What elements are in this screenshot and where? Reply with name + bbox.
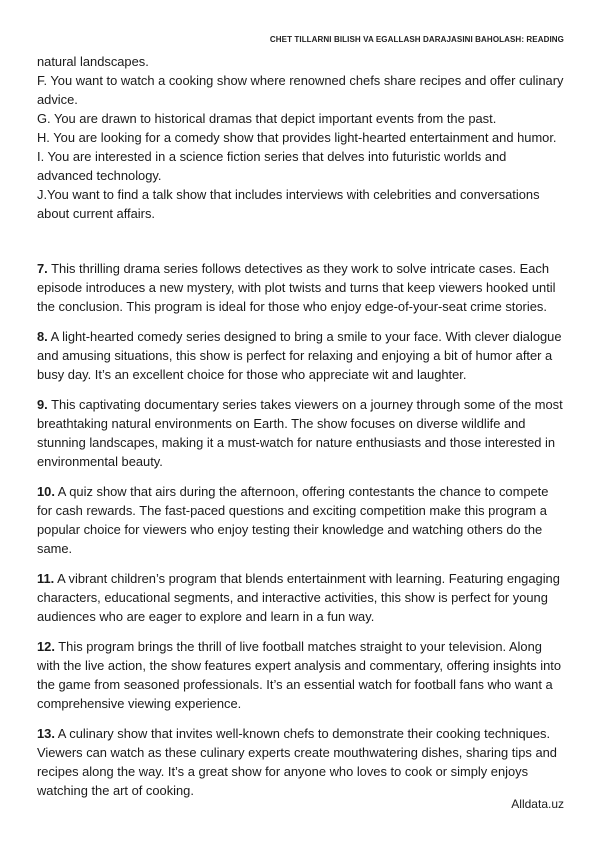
option-item: H. You are looking for a comedy show that provides light-hearted entertainment and humor. xyxy=(37,130,557,145)
question-number: 7. xyxy=(37,261,48,276)
option-item: I. You are interested in a science fiction series that delves into futuristic worlds and advanced technology. xyxy=(37,149,507,183)
question-item xyxy=(37,637,564,713)
question-item xyxy=(37,569,564,626)
options-list xyxy=(37,52,564,223)
question-number: 8. xyxy=(37,329,48,344)
question-item xyxy=(37,724,564,800)
page-content xyxy=(37,52,564,811)
question-text: A vibrant children’s program that blends entertainment with learning. Featuring engaging characters, educational segments, and interactive activities, this show is perfect for young audiences who are eager to explore and learn in a fun way. xyxy=(37,571,560,624)
question-number: 13. xyxy=(37,726,55,741)
page-footer: Alldata.uz xyxy=(511,797,564,811)
question-text: This program brings the thrill of live football matches straight to your television. Along with the live action, the show features expert analysis and commentary, offering insights into the game from seasoned professionals. It’s an essential watch for football fans who want a comprehensive viewing experience. xyxy=(37,639,562,711)
question-text: A quiz show that airs during the afternoon, offering contestants the chance to compete for cash rewards. The fast-paced questions and exciting competition make this program a popular choice for viewers who enjoy testing their knowledge and watching others do the same. xyxy=(37,484,549,556)
question-item xyxy=(37,395,564,471)
question-text: This captivating documentary series takes viewers on a journey through some of the most breathtaking natural environments on Earth. The show focuses on diverse wildlife and stunning landscapes, making it a must-watch for nature enthusiasts and those interested in environmental beauty. xyxy=(37,397,563,469)
option-item: J.You want to find a talk show that includes interviews with celebrities and conversations about current affairs. xyxy=(37,187,540,221)
question-text: A light-hearted comedy series designed to bring a smile to your face. With clever dialogue and amusing situations, this show is perfect for relaxing and enjoying a bit of humor after a busy day. It’s an excellent choice for those who appreciate wit and laughter. xyxy=(37,329,562,382)
questions-list xyxy=(37,259,564,800)
question-text: This thrilling drama series follows detectives as they work to solve intricate cases. Each episode introduces a new mystery, with plot twists and turns that keep viewers hooked until the conclusion. This program is ideal for those who enjoy edge-of-your-seat crime stories. xyxy=(37,261,556,314)
question-item xyxy=(37,327,564,384)
question-number: 12. xyxy=(37,639,55,654)
question-item xyxy=(37,259,564,316)
question-item xyxy=(37,482,564,558)
option-item: G. You are drawn to historical dramas that depict important events from the past. xyxy=(37,111,497,126)
option-item: F. You want to watch a cooking show where renowned chefs share recipes and offer culinary advice. xyxy=(37,73,564,107)
question-number: 10. xyxy=(37,484,55,499)
question-number: 9. xyxy=(37,397,48,412)
option-item: natural landscapes. xyxy=(37,54,149,69)
question-number: 11. xyxy=(37,571,55,586)
question-text: A culinary show that invites well-known chefs to demonstrate their cooking techniques. Viewers can watch as these culinary experts create mouthwatering dishes, sharing tips and recipes along the way. It’s a great show for anyone who loves to cook or simply enjoys watching the art of cooking. xyxy=(37,726,557,798)
page-header: CHET TILLARNI BILISH VA EGALLASH DARAJASINI BAHOLASH: READING xyxy=(269,35,564,44)
